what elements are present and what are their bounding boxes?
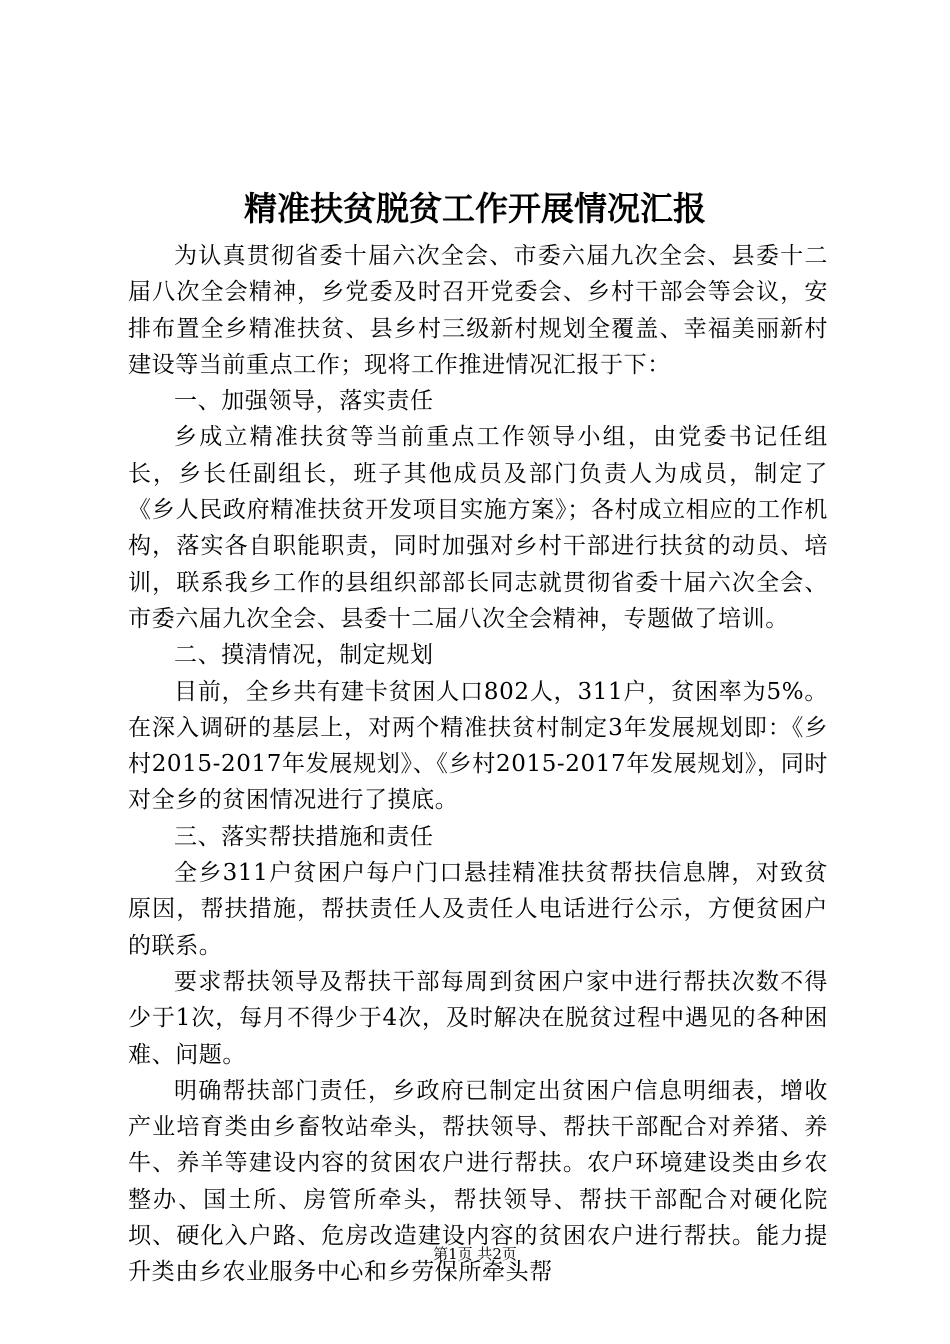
- section-3-paragraph-2: 要求帮扶领导及帮扶干部每周到贫困户家中进行帮扶次数不得少于1次，每月不得少于4次，及时解决在脱贫过程中遇见的各种困难、问题。: [128, 968, 828, 1068]
- section-2-heading: 二、摸清情况，制定规划: [174, 642, 434, 669]
- section-3-paragraph-3: 明确帮扶部门责任，乡政府已制定出贫困户信息明细表，增收产业培育类由乡畜牧站牵头，帮扶领导、帮扶干部配合对养猪、养牛、养羊等建设内容的贫困农户进行帮扶。农户环境建设类由乡农整办、国土所、房管所牵头，帮扶领导、帮扶干部配合对硬化院坝、硬化入户路、危房改造建设内容的贫困农户进行帮扶。能力提升类由乡农业服务中心和乡劳保所牵头帮: [128, 1077, 828, 1286]
- section-1-heading: 一、加强领导，落实责任: [174, 388, 434, 415]
- section-3-heading: 三、落实帮扶措施和责任: [174, 823, 434, 850]
- section-2-paragraph: 目前，全乡共有建卡贫困人口802人，311户，贫困率为5%。在深入调研的基层上，对两个精准扶贫村制定3年发展规划即：《乡村2015-2017年发展规划》、《乡村2015-2017年发展规划》，同时对全乡的贫困情况进行了摸底。: [128, 678, 828, 814]
- document-title: 精准扶贫脱贫工作开展情况汇报: [244, 189, 706, 228]
- document-body: [128, 238, 828, 1291]
- section-1-paragraph: 乡成立精准扶贫等当前重点工作领导小组，由党委书记任组长，乡长任副组长，班子其他成员及部门负责人为成员，制定了《乡人民政府精准扶贫开发项目实施方案》；各村成立相应的工作机构，落实各自职能职责，同时加强对乡村干部进行扶贫的动员、培训，联系我乡工作的县组织部部长同志就贯彻省委十届六次全会、市委六届九次全会、县委十二届八次全会精神，专题做了培训。: [128, 424, 828, 632]
- section-3-paragraph-1: 全乡311户贫困户每户门口悬挂精准扶贫帮扶信息牌，对致贫原因，帮扶措施，帮扶责任人及责任人电话进行公示，方便贫困户的联系。: [128, 860, 828, 959]
- page-footer: 第1页 共2页: [433, 1245, 517, 1263]
- intro-paragraph: 为认真贯彻省委十届六次全会、市委六届九次全会、县委十二届八次全会精神，乡党委及时召开党委会、乡村干部会等会议，安排布置全乡精准扶贫、县乡村三级新村规划全覆盖、幸福美丽新村建设等当前重点工作；现将工作推进情况汇报于下：: [128, 243, 828, 378]
